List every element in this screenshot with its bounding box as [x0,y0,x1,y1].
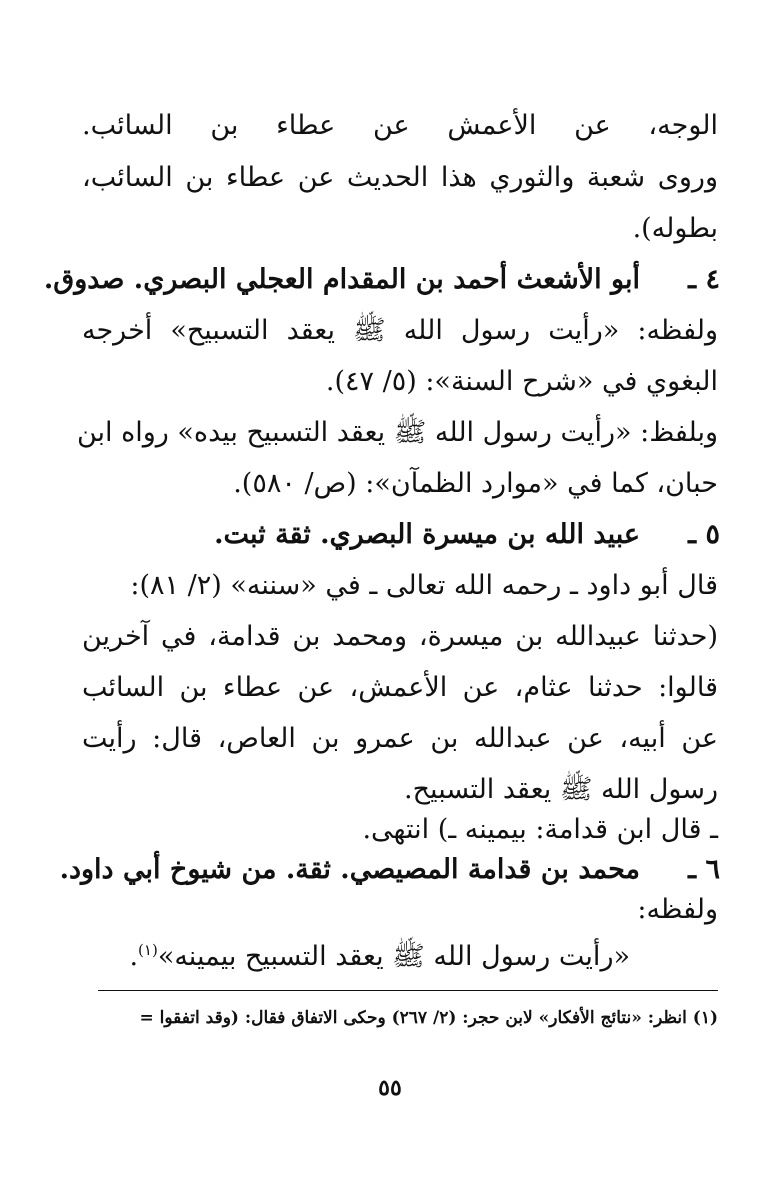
text-line-14: رسول الله ﷺ يعقد التسبيح. [404,774,718,805]
narrator-heading-4: أبو الأشعث أحمد بن المقدام العجلي البصري. صدوق. [43,264,640,295]
text-line-7: وبلفظ: «رأيت رسول الله ﷺ يعقد التسبيح بيده» رواه ابن [76,417,718,448]
text-line-17: ولفظه: [637,894,718,925]
page-number: ٥٥ [378,1075,402,1101]
text-line-10: قال أبو داود ـ رحمه الله تعالى ـ في «سننه» (٢/ ٨١): [130,570,718,601]
text-line-13: عن أبيه، عن عبدالله بن عمرو بن العاص، قال: رأيت [82,723,718,754]
narrator-heading-5: عبيد الله بن ميسرة البصري. ثقة ثبت. [214,519,640,550]
footnote-reference[interactable]: (١) [138,941,158,959]
hadith-quote-text: «رأيت رسول الله ﷺ يعقد التسبيح بيمينه» [157,941,630,972]
narrator-heading-6: محمد بن قدامة المصيصي. ثقة. من شيوخ أبي داود. [59,854,640,885]
hadith-quote-line [129,935,630,979]
text-line-12: قالوا: حدثنا عثام، عن الأعمش، عن عطاء بن السائب [82,672,718,703]
text-line-3: بطوله). [632,213,718,244]
footnote-text: (١) انظر: «نتائج الأفكار» لابن حجر: (٢/ ٢٦٧) وحكى الاتفاق فقال: (وقد اتفقوا = [139,1008,718,1028]
text-line-5: ولفظه: «رأيت رسول الله ﷺ يعقد التسبيح» أخرجه [82,315,718,346]
text-line-2: وروى شعبة والثوري هذا الحديث عن عطاء بن السائب، [82,162,718,193]
footnote-separator [98,990,718,991]
quote-end-period: . [129,941,139,972]
item-number-4: ٤ ـ [688,264,720,295]
item-number-5: ٥ ـ [688,519,720,550]
text-line-1: الوجه، عن الأعمش عن عطاء بن السائب. [82,110,718,141]
text-line-6: البغوي في «شرح السنة»: (٥/ ٤٧). [325,366,718,397]
text-line-15: ـ قال ابن قدامة: بيمينه ـ) انتهى. [362,814,718,845]
item-number-6: ٦ ـ [688,854,720,885]
text-line-11: (حدثنا عبيدالله بن ميسرة، ومحمد بن قدامة، في آخرين [82,621,718,652]
text-line-8: حبان، كما في «موارد الظمآن»: (ص/ ٥٨٠). [233,468,718,499]
